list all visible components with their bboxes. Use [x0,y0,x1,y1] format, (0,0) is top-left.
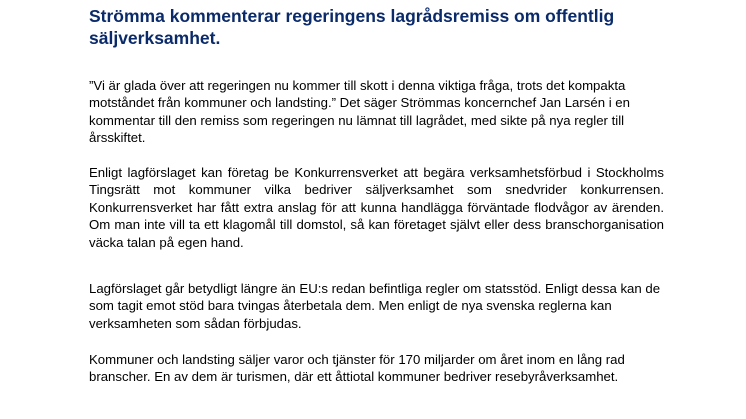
paragraph-2: Enligt lagförslaget kan företag be Konkurrensverket att begära verksamhetsförbud i Stockholms Tingsrätt mot kommuner vilka bedriver säljverksamhet som snedvrider konkurrensen. Konkurrensverket har fått extra anslag för att kunna handlägga förväntade flodvågor av ärenden. Om man inte vill ta ett klagomål till domstol, så kan företaget självt eller dess branschorganisation väcka talan på egen hand. [89,165,664,250]
paragraph-3: Lagförslaget går betydligt längre än EU:s redan befintliga regler om statsstöd. Enligt dessa kan de som tagit emot stöd bara tvingas återbetala dem. Men enligt de nya svenska reglerna kan verksamheten som sådan förbjudas. [89,281,661,331]
paragraph-4: Kommuner och landsting säljer varor och tjänster för 170 miljarder om året inom en lång rad branscher. En av dem är turismen, där ett åttiotal kommuner bedriver resebyråverksamhet. [89,352,625,385]
paragraph-1: ”Vi är glada över att regeringen nu kommer till skott i denna viktiga fråga, trots det kompakta motståndet från kommuner och landsting.” Det säger Strömmas koncernchef Jan Larsén i en kommentar till den remiss som regeringen nu lämnat till lagrådet, med sikte på nya regler till årsskiftet. [89,78,630,146]
document-page [89,0,669,385]
document-title: Strömma kommenterar regeringens lagrådsremiss om offentlig säljverksamhet. [89,6,615,48]
